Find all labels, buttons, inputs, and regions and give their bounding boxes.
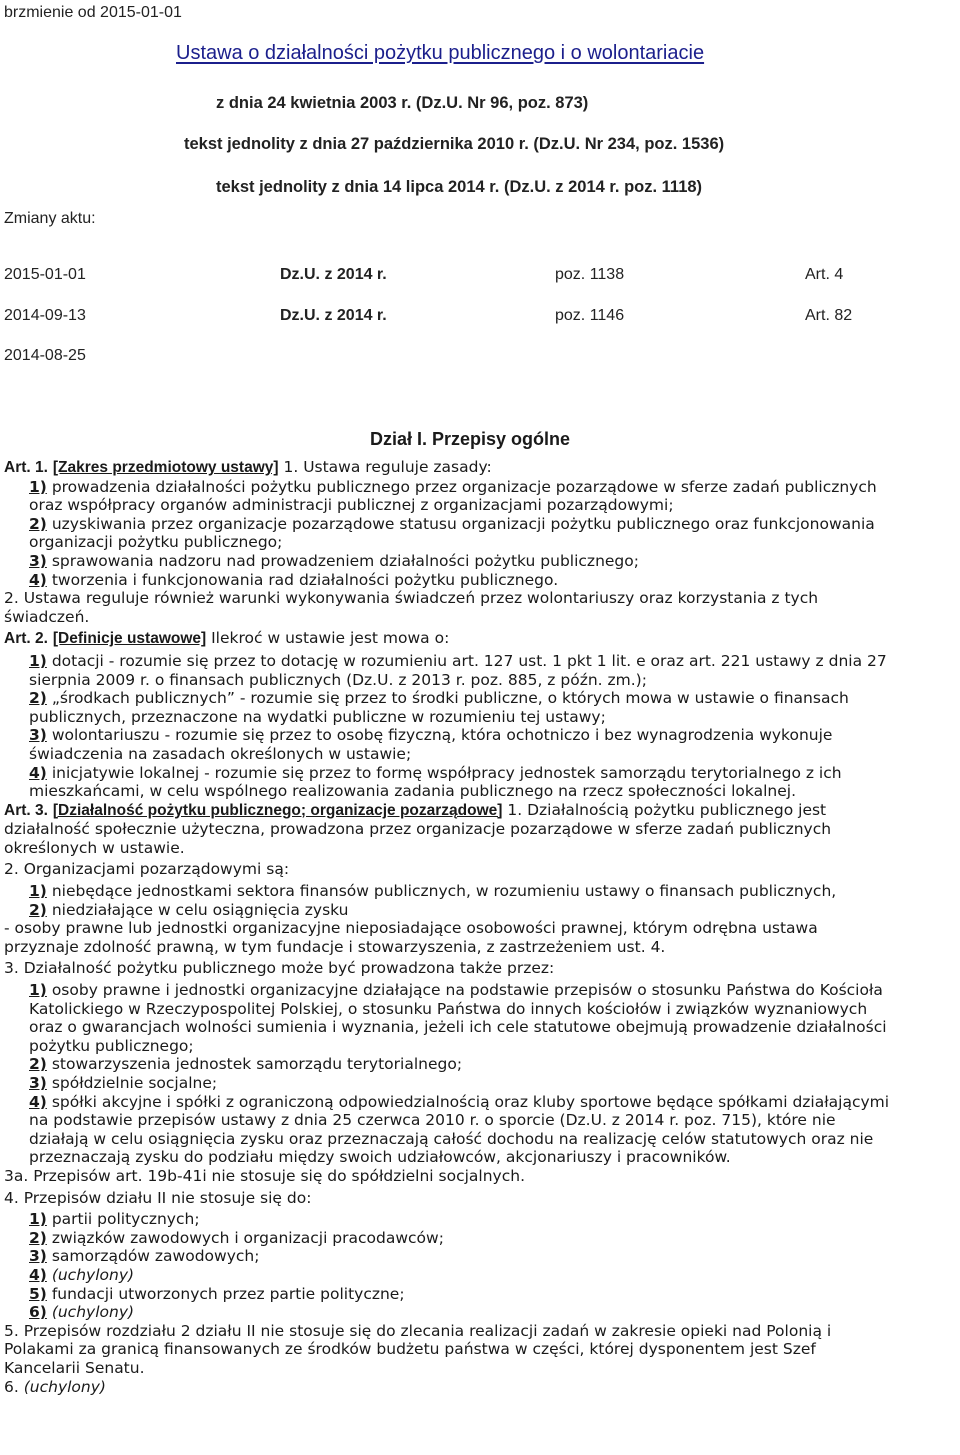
paragraph: 3. Działalność pożytku publicznego może być prowadzona także przez: xyxy=(4,959,555,978)
list-item: 5) fundacji utworzonych przez partie polityczne; xyxy=(29,1284,405,1303)
list-item-cont: oraz o gwarancjach wolności sumienia i wyznania, jeżeli ich cele statutowe obejmują prowadzenie działalności xyxy=(29,1018,887,1037)
act-body xyxy=(4,458,956,1396)
list-item: 6) (uchylony) xyxy=(29,1303,135,1322)
change-date: 2014-09-13 xyxy=(4,307,86,324)
list-item-cont: sierpnia 2009 r. o finansach publicznych (Dz.U. z 2013 r. poz. 885, z późn. zm.); xyxy=(29,670,647,689)
paragraph: 5. Przepisów rozdziału 2 działu II nie stosuje się do zlecania realizacji zadań w zakresie opieki nad Polonią i xyxy=(4,1321,832,1340)
list-item: 4) (uchylony) xyxy=(29,1265,135,1284)
list-item-cont: na podstawie przepisów ustawy z dnia 25 czerwca 2010 r. o sporcie (Dz.U. z 2014 r. poz. 715), które nie xyxy=(29,1111,836,1130)
consolidated-text-2: tekst jednolity z dnia 14 lipca 2014 r. (Dz.U. z 2014 r. poz. 1118) xyxy=(216,178,703,196)
change-journal: Dz.U. z 2014 r. xyxy=(280,307,387,324)
list-item: 1) prowadzenia działalności pożytku publicznego przez organizacje pozarządowe w sferze zadań publicznych xyxy=(29,477,877,496)
article-number: Art. 2. xyxy=(4,630,48,648)
article-number: Art. 1. xyxy=(4,459,48,476)
list-item: 3) wolontariuszu - rozumie się przez to osobę fizyczną, która ochotniczo i bez wynagrodzenia wykonuje xyxy=(29,726,833,745)
state-label: brzmienie od 2015-01-01 xyxy=(4,4,182,21)
change-date: 2015-01-01 xyxy=(4,266,86,283)
article-tag[interactable]: [Działalność pożytku publicznego; organizacje pozarządowe] xyxy=(52,801,503,819)
list-item-cont: świadczenia na zasadach określonych w ustawie; xyxy=(29,744,412,763)
list-item: 2) stowarzyszenia jednostek samorządu terytorialnego; xyxy=(29,1055,463,1074)
consolidated-text-1: tekst jednolity z dnia 27 października 2010 r. (Dz.U. Nr 234, poz. 1536) xyxy=(184,135,725,153)
change-date: 2014-08-25 xyxy=(4,347,86,364)
article-tag[interactable]: [Zakres przedmiotowy ustawy] xyxy=(52,459,279,476)
list-item-cont: publicznych, przeznaczone na wydatki publiczne w rozumieniu tej ustawy; xyxy=(29,707,606,726)
article-tag[interactable]: [Definicje ustawowe] xyxy=(52,630,207,648)
list-item-cont: pożytku publicznego; xyxy=(29,1036,194,1055)
list-item: 1) partii politycznych; xyxy=(29,1210,200,1229)
list-item-cont: Katolickiego w Rzeczypospolitej Polskiej, o stosunku Państwa do innych kościołów i związków wyznaniowych xyxy=(29,999,868,1018)
change-position: poz. 1146 xyxy=(555,307,625,324)
list-item-cont: działają w celu osiągnięcia zysku oraz przeznaczają całość dochodu na realizację celów statutowych oraz nie xyxy=(29,1129,874,1148)
paragraph-cont: działalność społecznie użyteczna, prowadzona przez organizacje pozarządowe w sferze zadań publicznych xyxy=(4,820,832,839)
art-3-heading xyxy=(4,801,956,821)
paragraph: 4. Przepisów działu II nie stosuje się do: xyxy=(4,1188,312,1207)
list-item: 2) niedziałające w celu osiągnięcia zysku xyxy=(29,900,349,919)
list-item-cont: organizacji pożytku publicznego; xyxy=(29,533,283,552)
paragraph-cont: określonych w ustawie. xyxy=(4,838,185,857)
list-item: 4) inicjatywie lokalnej - rozumie się przez to formę współpracy jednostek samorządu terytorialnego z ich xyxy=(29,763,842,782)
article-lead: 1. Ustawa reguluje zasady: xyxy=(278,458,492,476)
paragraph: 6. (uchylony) xyxy=(4,1377,106,1396)
paragraph: 3a. Przepisów art. 19b-41i nie stosuje się do spółdzielni socjalnych. xyxy=(4,1166,525,1185)
list-item: 4) tworzenia i funkcjonowania rad działalności pożytku publicznego. xyxy=(29,570,559,589)
change-journal: Dz.U. z 2014 r. xyxy=(280,266,387,283)
list-item: 1) osoby prawne i jednostki organizacyjne działające na podstawie przepisów o stosunku Państwa do Kościoła xyxy=(29,981,883,1000)
paragraph-cont: Kancelarii Senatu. xyxy=(4,1358,145,1377)
list-item-cont: oraz współpracy organów administracji publicznej z organizacjami pozarządowymi; xyxy=(29,496,674,515)
change-article: Art. 82 xyxy=(805,307,853,324)
change-position: poz. 1138 xyxy=(555,266,625,283)
list-item-cont: mieszkańcami, w celu wspólnego realizowania zadania publicznego na rzecz społeczności lokalnej. xyxy=(29,782,797,801)
list-item: 1) niebędące jednostkami sektora finansów publicznych, w rozumieniu ustawy o finansach publicznych, xyxy=(29,882,837,901)
art-2-heading xyxy=(4,629,956,649)
article-number: Art. 3. xyxy=(4,801,48,819)
list-item: 3) sprawowania nadzoru nad prowadzeniem działalności pożytku publicznego; xyxy=(29,551,639,570)
act-date-line: z dnia 24 kwietnia 2003 r. (Dz.U. Nr 96, poz. 873) xyxy=(216,94,589,112)
change-article: Art. 4 xyxy=(805,266,844,283)
paragraph: - osoby prawne lub jednostki organizacyjne nieposiadające osobowości prawnej, którym odrębna ustawa xyxy=(4,919,818,938)
paragraph: 2. Ustawa reguluje również warunki wykonywania świadczeń przez wolontariuszy oraz korzystania z tych xyxy=(4,589,819,608)
article-lead: 1. Działalnością pożytku publicznego jest xyxy=(502,800,827,819)
list-item: 2) uzyskiwania przez organizacje pozarządowe statusu organizacji pożytku publicznego oraz funkcjonowania xyxy=(29,514,875,533)
list-item: 2) „środkach publicznych” - rozumie się przez to środki publiczne, o których mowa w ustawie o finansach xyxy=(29,689,849,708)
article-lead: Ilekroć w ustawie jest mowa o: xyxy=(206,629,450,648)
list-item: 1) dotacji - rozumie się przez to dotację w rozumieniu art. 127 ust. 1 pkt 1 lit. e oraz art. 221 ustawy z dnia 27 xyxy=(29,651,887,670)
paragraph-cont: przyznaje zdolność prawną, w tym fundacje i stowarzyszenia, z zastrzeżeniem ust. 4. xyxy=(4,937,666,956)
list-item: 4) spółki akcyjne i spółki z ograniczoną odpowiedzialnością oraz kluby sportowe będące spółkami działającymi xyxy=(29,1092,890,1111)
act-title[interactable]: Ustawa o działalności pożytku publicznego i o wolontariacie xyxy=(176,42,705,64)
changes-label: Zmiany aktu: xyxy=(4,210,96,227)
list-item-cont: przeznaczają zysku do podziału między swoich udziałowców, akcjonariuszy i pracowników. xyxy=(29,1148,731,1167)
paragraph: 2. Organizacjami pozarządowymi są: xyxy=(4,860,290,879)
list-item: 3) spółdzielnie socjalne; xyxy=(29,1074,218,1092)
list-item: 3) samorządów zawodowych; xyxy=(29,1247,260,1266)
section-title: Dział I. Przepisy ogólne xyxy=(370,429,571,449)
paragraph-cont: Polakami za granicą finansowanych ze środków budżetu państwa w części, której dysponentem jest Szef xyxy=(4,1340,816,1359)
list-item: 2) związków zawodowych i organizacji pracodawców; xyxy=(29,1228,444,1247)
paragraph-cont: świadczeń. xyxy=(4,607,90,626)
art-1-heading xyxy=(4,458,956,478)
